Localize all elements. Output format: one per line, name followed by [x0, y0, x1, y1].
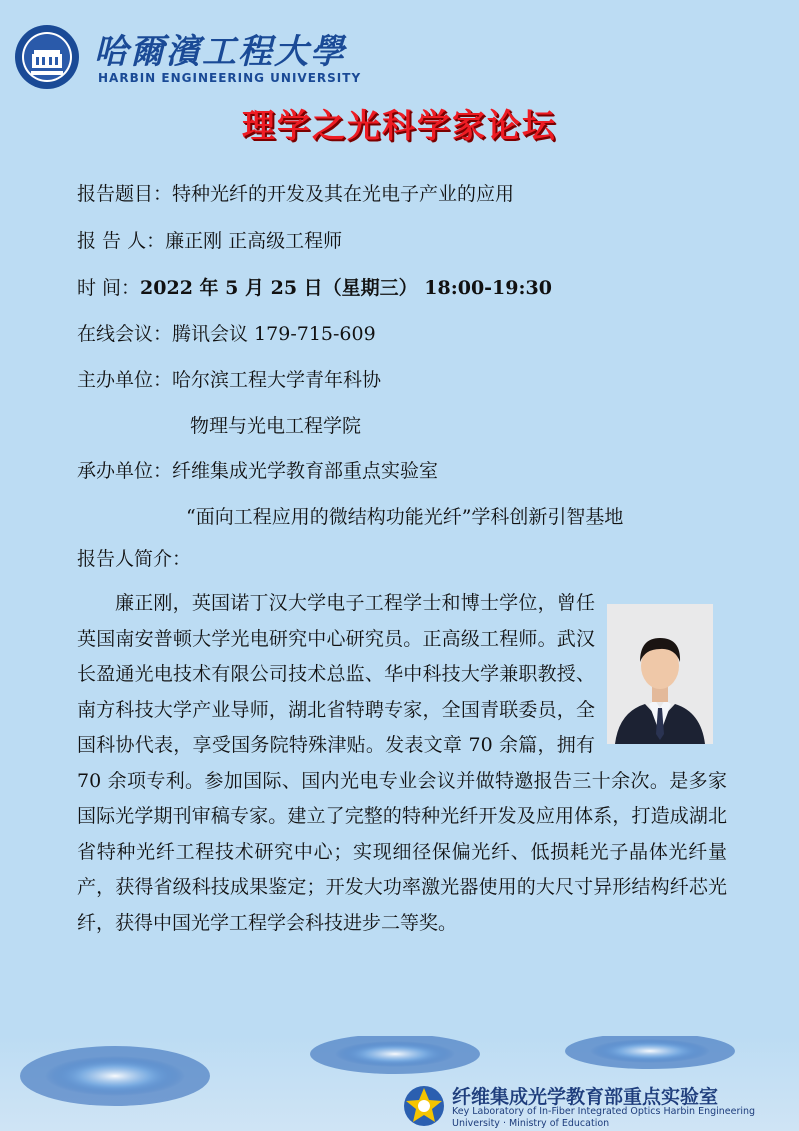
bio-heading: 报告人简介：	[77, 548, 192, 570]
host-value-1: 哈尔滨工程大学青年科协	[172, 369, 382, 391]
speaker-value: 廉正刚 正高级工程师	[165, 230, 343, 252]
forum-title: 理学之光科学家论坛	[242, 106, 557, 145]
lab-name-cn: 纤维集成光学教育部重点实验室	[452, 1086, 719, 1108]
topic-value: 特种光纤的开发及其在光电子产业的应用	[172, 183, 515, 205]
university-name-cn: 哈爾濱工程大學	[94, 32, 346, 72]
organizer-row-2	[186, 504, 623, 530]
bio-text: 廉正刚，英国诺丁汉大学电子工程学士和博士学位，曾任英国南安普顿大学光电研究中心研究员。正高级工程师。武汉长盈通光电技术有限公司技术总监、华中科技大学兼职教授、南方科技大学产业导师，湖北省特聘专家，全国青联委员，全国科协代表，享受国务院特殊津贴。发表文章 70 余篇，拥有 70 余项专利。参加国际、国内光电专业会议并做特邀报告三十余次。是多家国际光学期刊审稿专家。建立了完整的特种光纤开发及应用体系，打造成湖北省特种光纤工程技术研究中心；实现细径保偏光纤、低损耗光子晶体光纤量产，获得省级科技成果鉴定；开发大功率激光器使用的大尺寸异形结构纤芯光纤，获得中国光学工程学会科技进步二等奖。	[77, 592, 727, 934]
time-label: 时 间：	[77, 277, 141, 299]
bio-heading-row	[77, 546, 191, 572]
time-row	[77, 275, 552, 301]
speaker-label: 报 告 人：	[77, 230, 166, 252]
meeting-label: 在线会议：	[77, 323, 173, 345]
host-value-2: 物理与光电工程学院	[190, 415, 362, 437]
organizer-value-2: “面向工程应用的微结构功能光纤”学科创新引智基地	[186, 506, 624, 528]
organizer-label: 承办单位：	[77, 460, 173, 482]
meeting-value: 腾讯会议 179-715-609	[172, 323, 376, 345]
time-value: 2022 年 5 月 25 日（星期三） 18:00-19:30	[140, 277, 552, 299]
host-label: 主办单位：	[77, 369, 173, 391]
university-name-en: HARBIN ENGINEERING UNIVERSITY	[98, 71, 362, 85]
lab-name-en: Key Laboratory of In-Fiber Integrated Optics Harbin Engineering University · Ministry of Education	[452, 1106, 756, 1129]
fiber-lab-logo	[399, 1080, 449, 1130]
host-row-2	[190, 413, 361, 439]
speaker-row	[77, 228, 342, 254]
speaker-bio	[77, 586, 727, 941]
organizer-row	[77, 458, 438, 484]
organizer-value-1: 纤维集成光学教育部重点实验室	[172, 460, 439, 482]
meeting-row	[77, 321, 376, 347]
speaker-photo	[607, 604, 713, 744]
university-seal-logo	[14, 24, 80, 90]
topic-row	[77, 181, 514, 207]
topic-label: 报告题目：	[77, 183, 173, 205]
host-row	[77, 367, 381, 393]
